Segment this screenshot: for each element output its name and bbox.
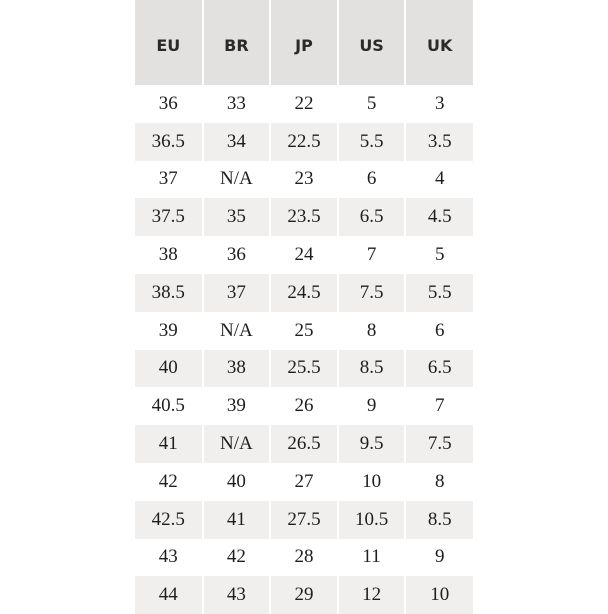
cell-uk: 9 (405, 539, 473, 577)
cell-jp: 22.5 (270, 123, 338, 161)
cell-us: 5 (338, 85, 406, 123)
cell-eu: 40.5 (135, 387, 203, 425)
cell-eu: 42 (135, 463, 203, 501)
cell-us: 6 (338, 161, 406, 199)
cell-uk: 8.5 (405, 501, 473, 539)
header-row (135, 0, 473, 85)
table-row (135, 539, 473, 577)
cell-eu: 38 (135, 236, 203, 274)
cell-eu: 38.5 (135, 274, 203, 312)
header-uk: UK (405, 0, 473, 85)
table-row (135, 274, 473, 312)
cell-eu: 41 (135, 425, 203, 463)
cell-jp: 23.5 (270, 198, 338, 236)
cell-uk: 6.5 (405, 350, 473, 388)
cell-uk: 10 (405, 576, 473, 614)
table-row (135, 576, 473, 614)
cell-uk: 5.5 (405, 274, 473, 312)
cell-eu: 43 (135, 539, 203, 577)
table-row (135, 501, 473, 539)
table-row (135, 123, 473, 161)
cell-uk: 4.5 (405, 198, 473, 236)
table-row (135, 236, 473, 274)
cell-br: 37 (203, 274, 271, 312)
cell-us: 6.5 (338, 198, 406, 236)
cell-uk: 8 (405, 463, 473, 501)
cell-us: 10.5 (338, 501, 406, 539)
table-row (135, 85, 473, 123)
cell-br: 42 (203, 539, 271, 577)
cell-jp: 28 (270, 539, 338, 577)
cell-br: 43 (203, 576, 271, 614)
cell-us: 7 (338, 236, 406, 274)
header-eu: EU (135, 0, 203, 85)
table-row (135, 161, 473, 199)
cell-jp: 27.5 (270, 501, 338, 539)
cell-jp: 26 (270, 387, 338, 425)
cell-us: 10 (338, 463, 406, 501)
cell-jp: 24.5 (270, 274, 338, 312)
table-row (135, 350, 473, 388)
cell-uk: 3.5 (405, 123, 473, 161)
cell-br: 39 (203, 387, 271, 425)
cell-us: 7.5 (338, 274, 406, 312)
cell-us: 9.5 (338, 425, 406, 463)
cell-br: N/A (203, 161, 271, 199)
cell-br: N/A (203, 425, 271, 463)
cell-br: 40 (203, 463, 271, 501)
table-header (135, 0, 473, 85)
size-conversion-table (135, 0, 473, 614)
cell-jp: 25 (270, 312, 338, 350)
table-row (135, 312, 473, 350)
table-body (135, 85, 473, 614)
cell-jp: 25.5 (270, 350, 338, 388)
cell-jp: 23 (270, 161, 338, 199)
cell-jp: 29 (270, 576, 338, 614)
cell-eu: 44 (135, 576, 203, 614)
cell-eu: 37.5 (135, 198, 203, 236)
cell-uk: 4 (405, 161, 473, 199)
cell-uk: 6 (405, 312, 473, 350)
cell-br: 34 (203, 123, 271, 161)
cell-jp: 27 (270, 463, 338, 501)
table-row (135, 425, 473, 463)
cell-jp: 22 (270, 85, 338, 123)
cell-us: 8 (338, 312, 406, 350)
cell-eu: 39 (135, 312, 203, 350)
cell-br: 36 (203, 236, 271, 274)
cell-uk: 7 (405, 387, 473, 425)
cell-eu: 36 (135, 85, 203, 123)
table-row (135, 387, 473, 425)
cell-jp: 26.5 (270, 425, 338, 463)
cell-br: 35 (203, 198, 271, 236)
cell-br: 33 (203, 85, 271, 123)
cell-us: 8.5 (338, 350, 406, 388)
cell-us: 9 (338, 387, 406, 425)
cell-eu: 40 (135, 350, 203, 388)
cell-br: N/A (203, 312, 271, 350)
cell-br: 41 (203, 501, 271, 539)
table-row (135, 198, 473, 236)
cell-us: 11 (338, 539, 406, 577)
cell-eu: 37 (135, 161, 203, 199)
cell-us: 5.5 (338, 123, 406, 161)
cell-uk: 3 (405, 85, 473, 123)
cell-eu: 36.5 (135, 123, 203, 161)
cell-uk: 5 (405, 236, 473, 274)
table-row (135, 463, 473, 501)
cell-uk: 7.5 (405, 425, 473, 463)
cell-us: 12 (338, 576, 406, 614)
cell-jp: 24 (270, 236, 338, 274)
header-jp: JP (270, 0, 338, 85)
header-us: US (338, 0, 406, 85)
cell-eu: 42.5 (135, 501, 203, 539)
header-br: BR (203, 0, 271, 85)
cell-br: 38 (203, 350, 271, 388)
